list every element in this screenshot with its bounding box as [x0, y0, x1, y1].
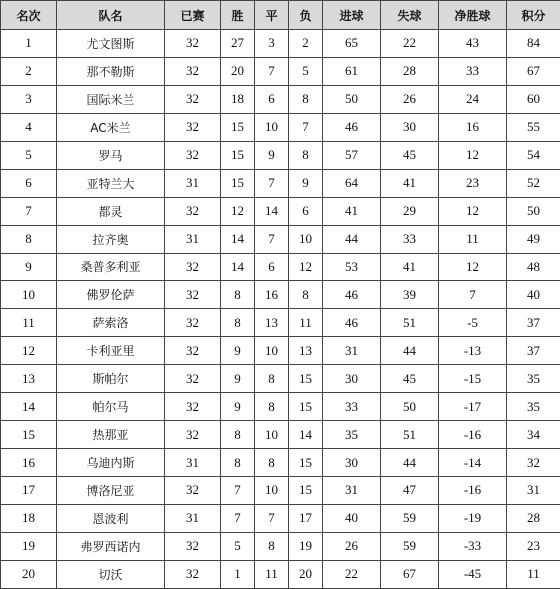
- cell-played: 32: [165, 253, 221, 281]
- cell-team: 卡利亚里: [57, 337, 165, 365]
- cell-played: 31: [165, 504, 221, 532]
- cell-drawn: 7: [255, 504, 289, 532]
- cell-points: 35: [507, 393, 560, 421]
- cell-played: 32: [165, 141, 221, 169]
- cell-team: 乌迪内斯: [57, 449, 165, 477]
- cell-goals-for: 31: [323, 337, 381, 365]
- cell-rank: 5: [1, 141, 57, 169]
- cell-goal-diff: -16: [439, 421, 507, 449]
- table-row: [1, 253, 560, 281]
- cell-goal-diff: -17: [439, 393, 507, 421]
- header-team: 队名: [57, 1, 165, 30]
- cell-team: AC米兰: [57, 113, 165, 141]
- table-row: [1, 113, 560, 141]
- header-drawn: 平: [255, 1, 289, 30]
- cell-lost: 5: [289, 57, 323, 85]
- cell-lost: 20: [289, 560, 323, 588]
- cell-points: 84: [507, 30, 560, 58]
- cell-drawn: 10: [255, 421, 289, 449]
- cell-goal-diff: -16: [439, 477, 507, 505]
- cell-goals-against: 50: [381, 393, 439, 421]
- cell-team: 帕尔马: [57, 393, 165, 421]
- table-row: [1, 309, 560, 337]
- cell-team: 恩波利: [57, 504, 165, 532]
- cell-won: 8: [221, 281, 255, 309]
- cell-played: 32: [165, 281, 221, 309]
- cell-drawn: 7: [255, 57, 289, 85]
- cell-lost: 17: [289, 504, 323, 532]
- cell-played: 32: [165, 532, 221, 560]
- cell-team: 都灵: [57, 197, 165, 225]
- cell-rank: 17: [1, 477, 57, 505]
- cell-goals-against: 44: [381, 449, 439, 477]
- cell-goals-for: 41: [323, 197, 381, 225]
- cell-won: 14: [221, 225, 255, 253]
- cell-goal-diff: 11: [439, 225, 507, 253]
- cell-points: 37: [507, 337, 560, 365]
- cell-rank: 2: [1, 57, 57, 85]
- cell-won: 15: [221, 169, 255, 197]
- table-row: [1, 30, 560, 58]
- header-points: 积分: [507, 1, 560, 30]
- cell-drawn: 7: [255, 225, 289, 253]
- cell-goals-for: 57: [323, 141, 381, 169]
- table-row: [1, 421, 560, 449]
- cell-played: 32: [165, 197, 221, 225]
- cell-goals-for: 31: [323, 477, 381, 505]
- cell-played: 32: [165, 477, 221, 505]
- cell-goal-diff: -15: [439, 365, 507, 393]
- cell-drawn: 7: [255, 169, 289, 197]
- cell-team: 萨索洛: [57, 309, 165, 337]
- header-played: 已赛: [165, 1, 221, 30]
- cell-goals-for: 61: [323, 57, 381, 85]
- cell-goal-diff: 24: [439, 85, 507, 113]
- cell-played: 31: [165, 449, 221, 477]
- cell-won: 9: [221, 337, 255, 365]
- cell-goal-diff: 33: [439, 57, 507, 85]
- cell-drawn: 13: [255, 309, 289, 337]
- cell-points: 11: [507, 560, 560, 588]
- cell-won: 27: [221, 30, 255, 58]
- cell-team: 桑普多利亚: [57, 253, 165, 281]
- cell-played: 32: [165, 560, 221, 588]
- cell-points: 52: [507, 169, 560, 197]
- cell-goals-against: 47: [381, 477, 439, 505]
- header-goal-diff: 净胜球: [439, 1, 507, 30]
- cell-team: 博洛尼亚: [57, 477, 165, 505]
- cell-rank: 16: [1, 449, 57, 477]
- cell-won: 15: [221, 113, 255, 141]
- cell-played: 32: [165, 365, 221, 393]
- table-row: [1, 560, 560, 588]
- cell-goal-diff: -14: [439, 449, 507, 477]
- cell-lost: 2: [289, 30, 323, 58]
- cell-rank: 7: [1, 197, 57, 225]
- cell-goals-for: 50: [323, 85, 381, 113]
- cell-points: 40: [507, 281, 560, 309]
- cell-lost: 15: [289, 365, 323, 393]
- cell-drawn: 6: [255, 253, 289, 281]
- cell-rank: 1: [1, 30, 57, 58]
- cell-drawn: 10: [255, 113, 289, 141]
- cell-team: 拉齐奥: [57, 225, 165, 253]
- cell-lost: 7: [289, 113, 323, 141]
- cell-won: 8: [221, 449, 255, 477]
- cell-won: 12: [221, 197, 255, 225]
- header-rank: 名次: [1, 1, 57, 30]
- cell-goals-for: 46: [323, 281, 381, 309]
- cell-team: 尤文图斯: [57, 30, 165, 58]
- cell-points: 23: [507, 532, 560, 560]
- cell-drawn: 11: [255, 560, 289, 588]
- cell-points: 49: [507, 225, 560, 253]
- cell-drawn: 8: [255, 365, 289, 393]
- cell-won: 9: [221, 365, 255, 393]
- table-row: [1, 365, 560, 393]
- cell-rank: 15: [1, 421, 57, 449]
- cell-lost: 8: [289, 141, 323, 169]
- cell-drawn: 10: [255, 337, 289, 365]
- cell-goals-against: 22: [381, 30, 439, 58]
- cell-lost: 10: [289, 225, 323, 253]
- cell-team: 斯帕尔: [57, 365, 165, 393]
- cell-drawn: 8: [255, 449, 289, 477]
- cell-played: 31: [165, 169, 221, 197]
- cell-rank: 3: [1, 85, 57, 113]
- cell-goals-against: 44: [381, 337, 439, 365]
- cell-lost: 8: [289, 85, 323, 113]
- cell-played: 31: [165, 225, 221, 253]
- cell-points: 67: [507, 57, 560, 85]
- table-row: [1, 85, 560, 113]
- cell-team: 国际米兰: [57, 85, 165, 113]
- cell-goals-for: 40: [323, 504, 381, 532]
- cell-points: 54: [507, 141, 560, 169]
- table-row: [1, 477, 560, 505]
- cell-lost: 8: [289, 281, 323, 309]
- cell-goals-against: 51: [381, 421, 439, 449]
- cell-won: 14: [221, 253, 255, 281]
- cell-points: 32: [507, 449, 560, 477]
- cell-lost: 15: [289, 393, 323, 421]
- cell-drawn: 8: [255, 532, 289, 560]
- cell-won: 7: [221, 504, 255, 532]
- cell-rank: 13: [1, 365, 57, 393]
- cell-won: 9: [221, 393, 255, 421]
- cell-goals-against: 33: [381, 225, 439, 253]
- table-row: [1, 141, 560, 169]
- cell-lost: 14: [289, 421, 323, 449]
- header-won: 胜: [221, 1, 255, 30]
- cell-lost: 15: [289, 449, 323, 477]
- cell-won: 15: [221, 141, 255, 169]
- table-row: [1, 169, 560, 197]
- cell-team: 佛罗伦萨: [57, 281, 165, 309]
- cell-lost: 13: [289, 337, 323, 365]
- cell-played: 32: [165, 85, 221, 113]
- cell-won: 8: [221, 421, 255, 449]
- cell-points: 48: [507, 253, 560, 281]
- header-goals-against: 失球: [381, 1, 439, 30]
- header-lost: 负: [289, 1, 323, 30]
- cell-goals-against: 51: [381, 309, 439, 337]
- cell-goal-diff: -33: [439, 532, 507, 560]
- cell-goals-for: 33: [323, 393, 381, 421]
- cell-goal-diff: -19: [439, 504, 507, 532]
- cell-goal-diff: 12: [439, 141, 507, 169]
- cell-points: 31: [507, 477, 560, 505]
- cell-goals-for: 44: [323, 225, 381, 253]
- cell-goals-against: 30: [381, 113, 439, 141]
- cell-team: 切沃: [57, 560, 165, 588]
- cell-goals-against: 28: [381, 57, 439, 85]
- cell-rank: 19: [1, 532, 57, 560]
- cell-goals-for: 22: [323, 560, 381, 588]
- cell-drawn: 16: [255, 281, 289, 309]
- cell-goal-diff: 12: [439, 197, 507, 225]
- cell-rank: 4: [1, 113, 57, 141]
- cell-lost: 6: [289, 197, 323, 225]
- cell-played: 32: [165, 337, 221, 365]
- table-header: [1, 1, 560, 30]
- cell-drawn: 9: [255, 141, 289, 169]
- cell-goals-against: 59: [381, 532, 439, 560]
- cell-goal-diff: 43: [439, 30, 507, 58]
- cell-rank: 9: [1, 253, 57, 281]
- cell-goals-for: 64: [323, 169, 381, 197]
- cell-played: 32: [165, 30, 221, 58]
- cell-lost: 12: [289, 253, 323, 281]
- cell-rank: 12: [1, 337, 57, 365]
- cell-won: 18: [221, 85, 255, 113]
- cell-goals-for: 35: [323, 421, 381, 449]
- cell-lost: 11: [289, 309, 323, 337]
- cell-played: 32: [165, 57, 221, 85]
- header-goals-for: 进球: [323, 1, 381, 30]
- cell-won: 20: [221, 57, 255, 85]
- cell-goals-against: 26: [381, 85, 439, 113]
- table-row: [1, 57, 560, 85]
- cell-rank: 18: [1, 504, 57, 532]
- cell-goals-against: 45: [381, 365, 439, 393]
- cell-goals-against: 29: [381, 197, 439, 225]
- cell-goals-for: 53: [323, 253, 381, 281]
- cell-goals-against: 67: [381, 560, 439, 588]
- table-row: [1, 393, 560, 421]
- cell-goals-for: 46: [323, 113, 381, 141]
- cell-goals-against: 39: [381, 281, 439, 309]
- cell-rank: 14: [1, 393, 57, 421]
- cell-lost: 19: [289, 532, 323, 560]
- table-row: [1, 337, 560, 365]
- cell-played: 32: [165, 393, 221, 421]
- cell-team: 罗马: [57, 141, 165, 169]
- table-row: [1, 504, 560, 532]
- cell-points: 37: [507, 309, 560, 337]
- cell-goals-for: 30: [323, 365, 381, 393]
- cell-drawn: 8: [255, 393, 289, 421]
- cell-points: 34: [507, 421, 560, 449]
- cell-team: 热那亚: [57, 421, 165, 449]
- cell-goal-diff: 12: [439, 253, 507, 281]
- cell-goals-against: 45: [381, 141, 439, 169]
- cell-rank: 6: [1, 169, 57, 197]
- cell-goal-diff: 16: [439, 113, 507, 141]
- cell-won: 1: [221, 560, 255, 588]
- cell-goals-for: 65: [323, 30, 381, 58]
- cell-rank: 20: [1, 560, 57, 588]
- cell-goal-diff: -5: [439, 309, 507, 337]
- cell-drawn: 14: [255, 197, 289, 225]
- cell-lost: 9: [289, 169, 323, 197]
- cell-goal-diff: 23: [439, 169, 507, 197]
- cell-points: 35: [507, 365, 560, 393]
- cell-team: 那不勒斯: [57, 57, 165, 85]
- cell-goals-for: 26: [323, 532, 381, 560]
- cell-goals-against: 41: [381, 169, 439, 197]
- cell-goal-diff: 7: [439, 281, 507, 309]
- cell-rank: 8: [1, 225, 57, 253]
- table-row: [1, 197, 560, 225]
- cell-goals-for: 30: [323, 449, 381, 477]
- cell-played: 32: [165, 421, 221, 449]
- cell-won: 5: [221, 532, 255, 560]
- cell-won: 7: [221, 477, 255, 505]
- cell-team: 亚特兰大: [57, 169, 165, 197]
- cell-drawn: 3: [255, 30, 289, 58]
- cell-points: 60: [507, 85, 560, 113]
- cell-rank: 10: [1, 281, 57, 309]
- cell-team: 弗罗西诺内: [57, 532, 165, 560]
- cell-played: 32: [165, 309, 221, 337]
- cell-goal-diff: -13: [439, 337, 507, 365]
- cell-points: 28: [507, 504, 560, 532]
- cell-goals-for: 46: [323, 309, 381, 337]
- cell-points: 50: [507, 197, 560, 225]
- cell-goals-against: 41: [381, 253, 439, 281]
- header-row: [1, 1, 560, 30]
- cell-goal-diff: -45: [439, 560, 507, 588]
- table-row: [1, 449, 560, 477]
- cell-drawn: 10: [255, 477, 289, 505]
- table-row: [1, 225, 560, 253]
- cell-won: 8: [221, 309, 255, 337]
- table-body: [1, 30, 560, 589]
- table-row: [1, 532, 560, 560]
- cell-rank: 11: [1, 309, 57, 337]
- cell-goals-against: 59: [381, 504, 439, 532]
- cell-played: 32: [165, 113, 221, 141]
- cell-points: 55: [507, 113, 560, 141]
- cell-drawn: 6: [255, 85, 289, 113]
- table-row: [1, 281, 560, 309]
- cell-lost: 15: [289, 477, 323, 505]
